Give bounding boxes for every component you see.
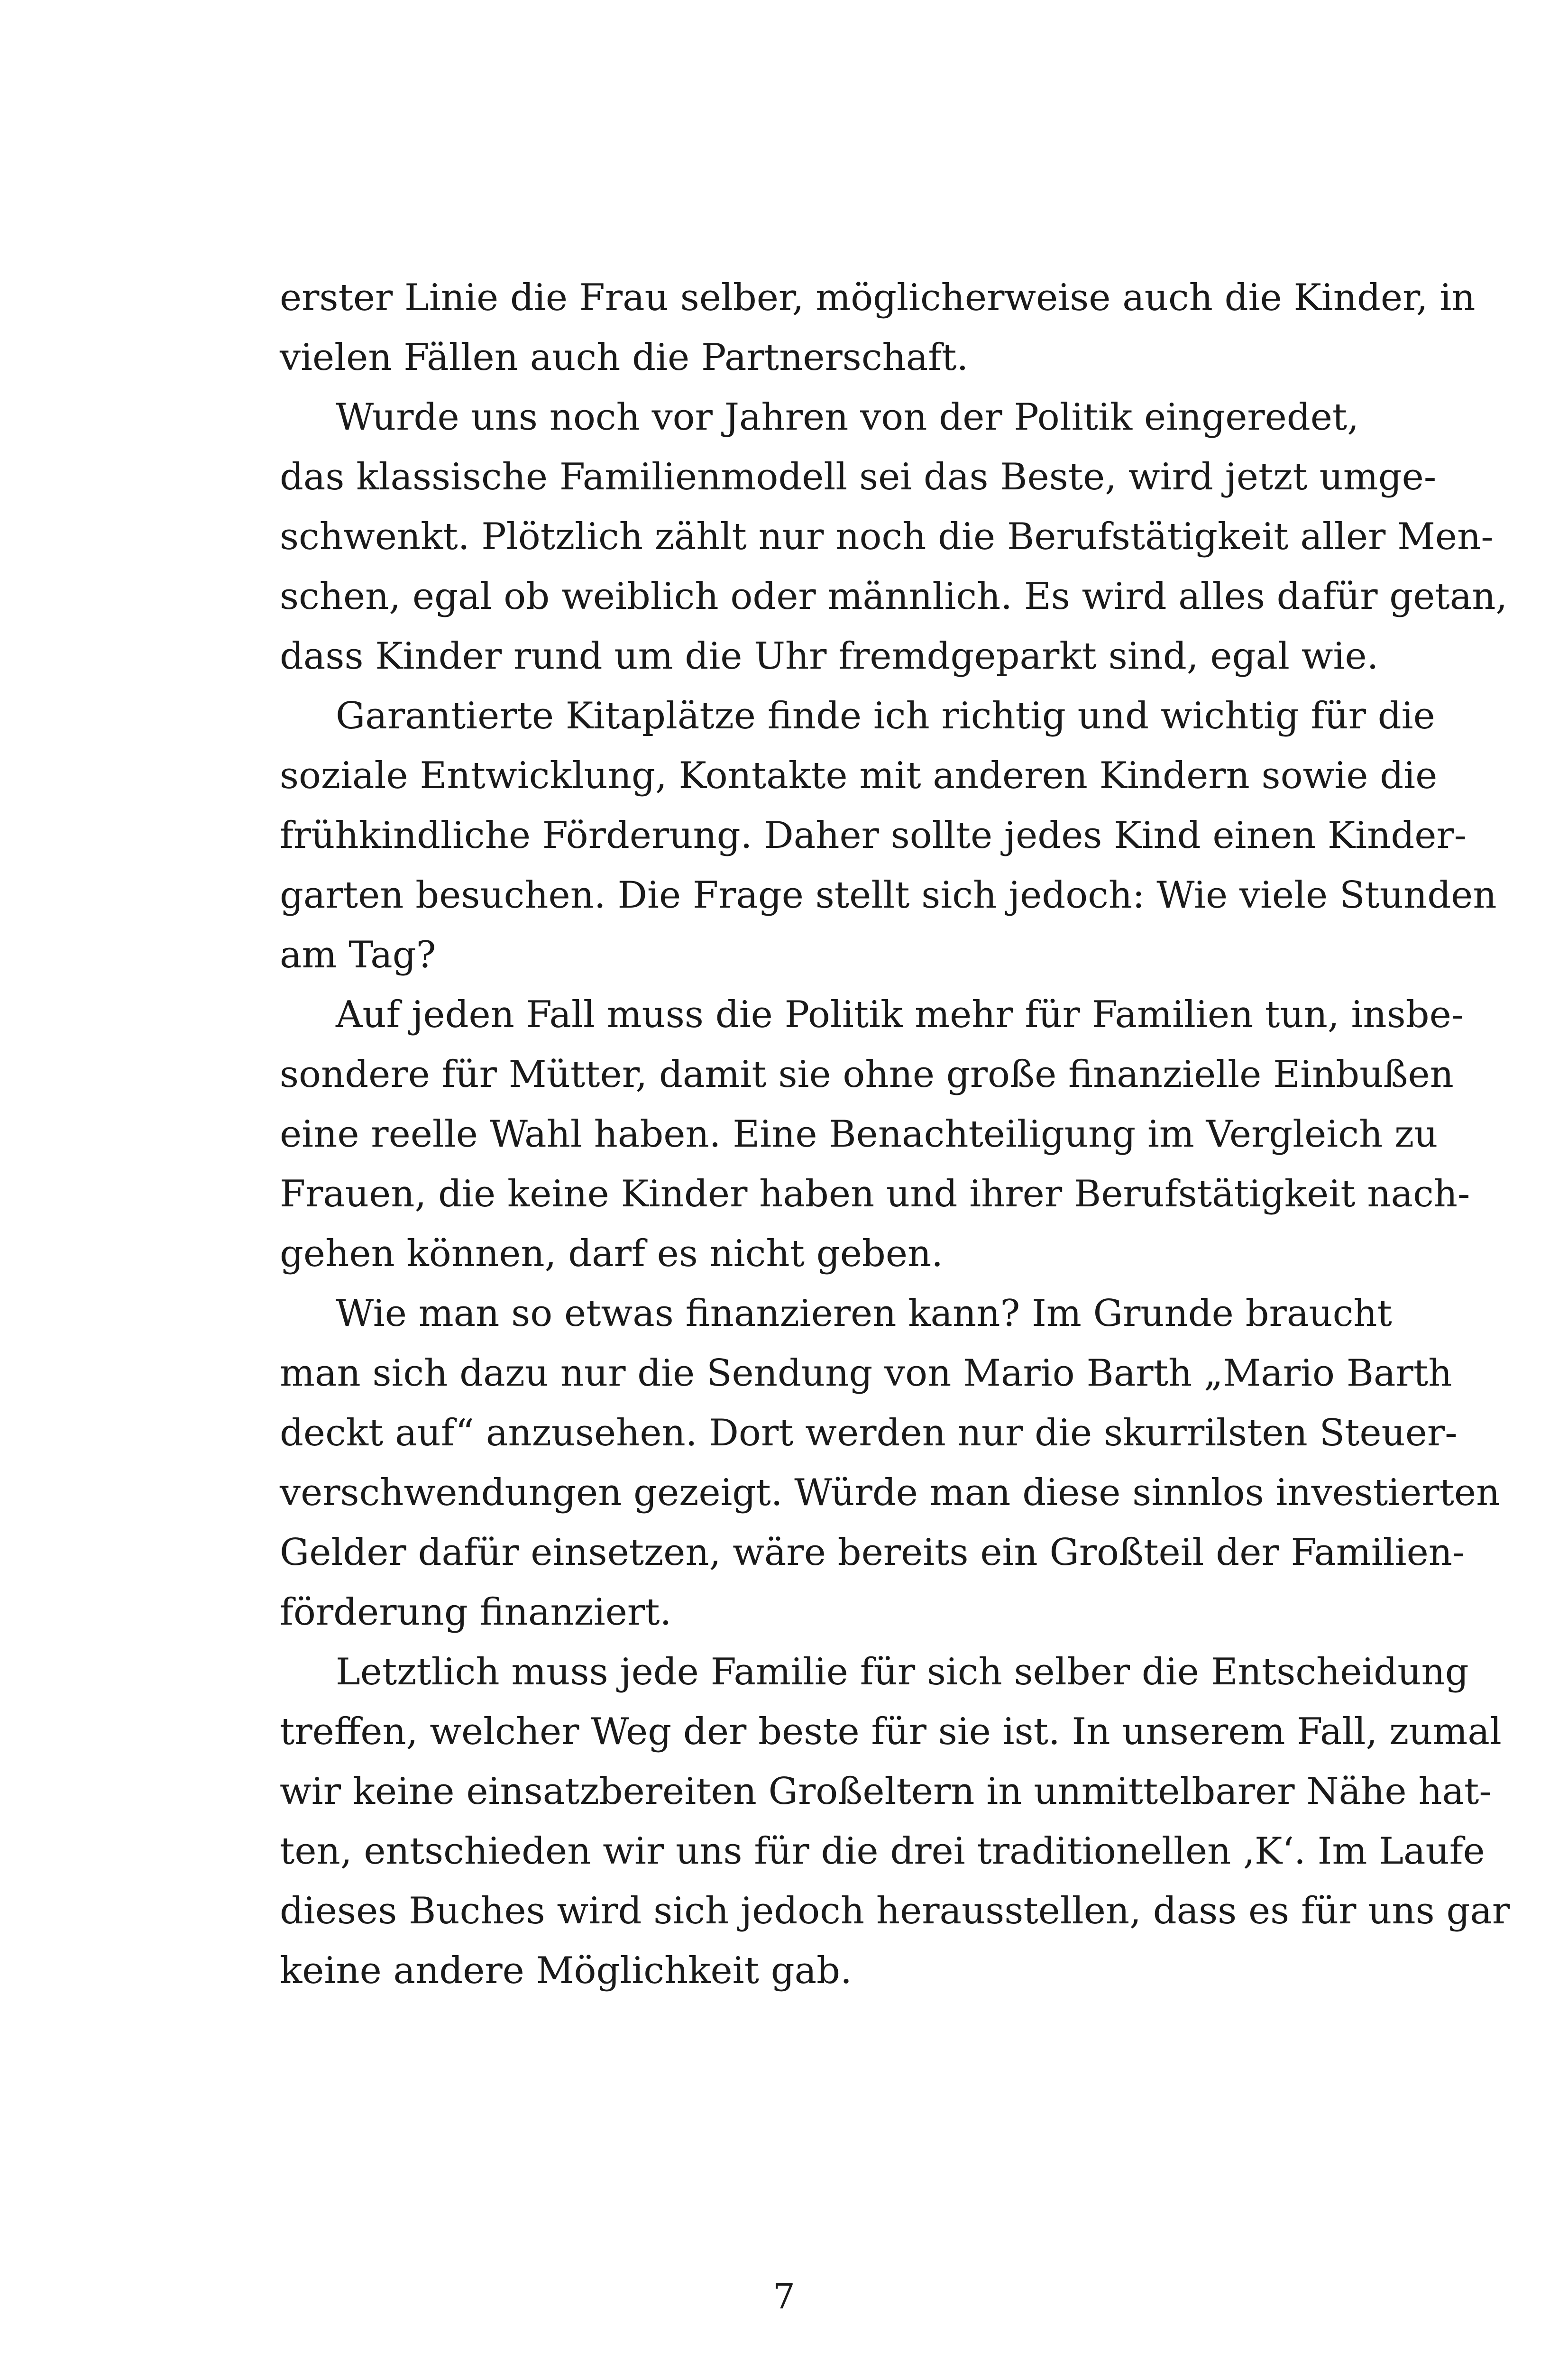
text-line: vielen Fällen auch die Partnerschaft. [280,336,969,379]
text-line: gehen können, darf es nicht geben. [280,1232,944,1275]
text-line: Frauen, die keine Kinder haben und ihrer Berufstätigkeit nach- [280,1173,1470,1215]
text-line: keine andere Möglichkeit gab. [280,1949,852,1992]
text-line: das klassische Familienmodell sei das Beste, wird jetzt umge- [280,456,1437,498]
text-line: schen, egal ob weiblich oder männlich. Es wird alles dafür getan, [280,575,1508,618]
text-line: Auf jeden Fall muss die Politik mehr für Familien tun, insbe- [336,993,1464,1036]
text-line: Garantierte Kitaplätze finde ich richtig und wichtig für die [336,695,1435,737]
text-line: wir keine einsatzbereiten Großeltern in unmittelbarer Nähe hat- [280,1770,1492,1813]
text-line: Wie man so etwas finanzieren kann? Im Grunde braucht [336,1292,1392,1335]
text-line: am Tag? [280,934,436,976]
text-line: Letztlich muss jede Familie für sich selber die Entscheidung [336,1651,1469,1693]
text-line: erster Linie die Frau selber, möglicherweise auch die Kinder, in [280,276,1476,319]
text-line: schwenkt. Plötzlich zählt nur noch die Berufstätigkeit aller Men- [280,515,1494,558]
text-line: treffen, welcher Weg der beste für sie ist. In unserem Fall, zumal [280,1710,1502,1753]
paragraph [280,1642,1510,2001]
text-line: Gelder dafür einsetzen, wäre bereits ein Großteil der Familien- [280,1531,1465,1574]
text-line: ten, entschieden wir uns für die drei traditionellen ‚K‘. Im Laufe [280,1830,1485,1873]
paragraph [280,268,1476,387]
text-line: man sich dazu nur die Sendung von Mario Barth „Mario Barth [280,1352,1452,1395]
paragraph [280,1284,1500,1642]
text-line: förderung finanziert. [280,1591,672,1634]
text-line: soziale Entwicklung, Kontakte mit anderen Kindern sowie die [280,754,1438,797]
text-line: sondere für Mütter, damit sie ohne große finanzielle Einbußen [280,1053,1454,1096]
paragraph [280,985,1470,1284]
text-line: frühkindliche Förderung. Daher sollte jedes Kind einen Kinder- [280,814,1467,857]
text-line: deckt auf“ anzusehen. Dort werden nur die skurrilsten Steuer- [280,1412,1458,1454]
text-line: garten besuchen. Die Frage stellt sich jedoch: Wie viele Stunden [280,874,1497,917]
paragraph [280,686,1497,985]
text-line: dieses Buches wird sich jedoch herausstellen, dass es für uns gar [280,1890,1510,1932]
text-line: verschwendungen gezeigt. Würde man diese sinnlos investierten [280,1471,1500,1514]
page-number: 7 [772,2276,796,2317]
text-line: dass Kinder rund um die Uhr fremdgeparkt sind, egal wie. [280,635,1379,678]
body-text [280,268,1510,2001]
text-line: Wurde uns noch vor Jahren von der Politik eingeredet, [336,396,1359,439]
text-line: eine reelle Wahl haben. Eine Benachteiligung im Vergleich zu [280,1113,1438,1156]
paragraph [280,387,1508,686]
